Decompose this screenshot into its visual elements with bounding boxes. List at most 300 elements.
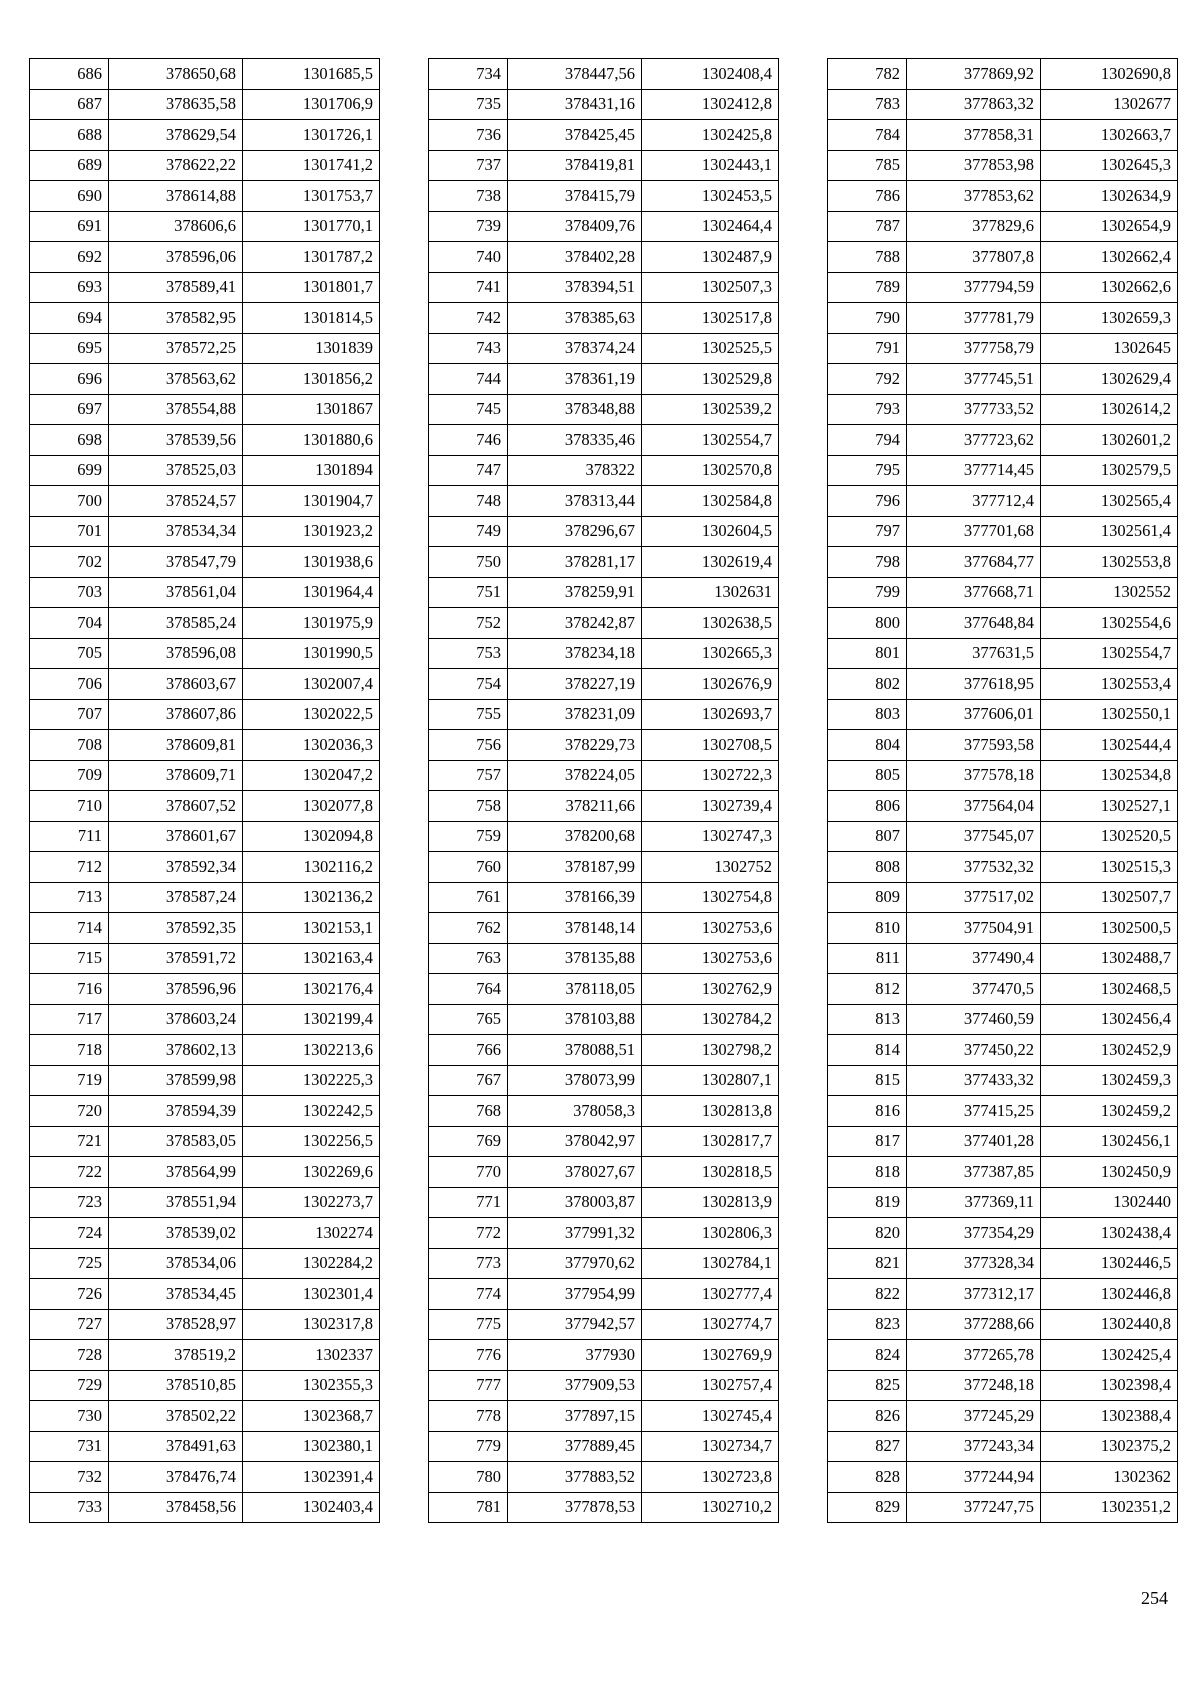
- table-row: [429, 852, 779, 883]
- y-coordinate-cell: 1301726,1: [243, 120, 380, 151]
- x-coordinate-cell: 377470,5: [907, 974, 1041, 1005]
- y-coordinate-cell: 1302507,3: [642, 272, 779, 303]
- y-coordinate-cell: 1302036,3: [243, 730, 380, 761]
- table-row: [429, 913, 779, 944]
- point-number-cell: 785: [828, 150, 907, 181]
- x-coordinate-cell: 378609,81: [109, 730, 243, 761]
- point-number-cell: 812: [828, 974, 907, 1005]
- x-coordinate-cell: 378602,13: [109, 1035, 243, 1066]
- point-number-cell: 821: [828, 1248, 907, 1279]
- x-coordinate-cell: 378227,19: [508, 669, 642, 700]
- table-row: [30, 1431, 380, 1462]
- table-row: [429, 1431, 779, 1462]
- y-coordinate-cell: 1302456,1: [1041, 1126, 1178, 1157]
- x-coordinate-cell: 378281,17: [508, 547, 642, 578]
- x-coordinate-cell: 378606,6: [109, 211, 243, 242]
- table-row: [30, 547, 380, 578]
- table-row: [429, 943, 779, 974]
- table-row: [429, 974, 779, 1005]
- x-coordinate-cell: 377909,53: [508, 1370, 642, 1401]
- point-number-cell: 709: [30, 760, 109, 791]
- x-coordinate-cell: 378551,94: [109, 1187, 243, 1218]
- y-coordinate-cell: 1301787,2: [243, 242, 380, 273]
- table-row: [30, 1309, 380, 1340]
- point-number-cell: 724: [30, 1218, 109, 1249]
- x-coordinate-cell: 377701,68: [907, 516, 1041, 547]
- y-coordinate-cell: 1302273,7: [243, 1187, 380, 1218]
- y-coordinate-cell: 1302425,4: [1041, 1340, 1178, 1371]
- table-row: [828, 394, 1178, 425]
- table-row: [828, 882, 1178, 913]
- table-row: [429, 730, 779, 761]
- y-coordinate-cell: 1302554,6: [1041, 608, 1178, 639]
- y-coordinate-cell: 1302520,5: [1041, 821, 1178, 852]
- table-row: [828, 1157, 1178, 1188]
- point-number-cell: 772: [429, 1218, 508, 1249]
- x-coordinate-cell: 378629,54: [109, 120, 243, 151]
- x-coordinate-cell: 378058,3: [508, 1096, 642, 1127]
- x-coordinate-cell: 378135,88: [508, 943, 642, 974]
- y-coordinate-cell: 1301923,2: [243, 516, 380, 547]
- table-row: [30, 516, 380, 547]
- y-coordinate-cell: 1302757,4: [642, 1370, 779, 1401]
- table-row: [30, 821, 380, 852]
- x-coordinate-cell: 378609,71: [109, 760, 243, 791]
- y-coordinate-cell: 1302116,2: [243, 852, 380, 883]
- table-row: [429, 364, 779, 395]
- x-coordinate-cell: 377517,02: [907, 882, 1041, 913]
- table-row: [828, 1279, 1178, 1310]
- table-row: [429, 699, 779, 730]
- point-number-cell: 752: [429, 608, 508, 639]
- y-coordinate-cell: 1302459,3: [1041, 1065, 1178, 1096]
- point-number-cell: 759: [429, 821, 508, 852]
- y-coordinate-cell: 1301839: [243, 333, 380, 364]
- point-number-cell: 796: [828, 486, 907, 517]
- y-coordinate-cell: 1302163,4: [243, 943, 380, 974]
- point-number-cell: 693: [30, 272, 109, 303]
- x-coordinate-cell: 377781,79: [907, 303, 1041, 334]
- point-number-cell: 825: [828, 1370, 907, 1401]
- point-number-cell: 707: [30, 699, 109, 730]
- table-row: [828, 1401, 1178, 1432]
- y-coordinate-cell: 1301880,6: [243, 425, 380, 456]
- x-coordinate-cell: 377247,75: [907, 1492, 1041, 1523]
- table-row: [30, 577, 380, 608]
- x-coordinate-cell: 377593,58: [907, 730, 1041, 761]
- y-coordinate-cell: 1302136,2: [243, 882, 380, 913]
- point-number-cell: 739: [429, 211, 508, 242]
- point-number-cell: 813: [828, 1004, 907, 1035]
- table-row: [429, 242, 779, 273]
- x-coordinate-cell: 377869,92: [907, 59, 1041, 90]
- x-coordinate-cell: 378603,24: [109, 1004, 243, 1035]
- x-coordinate-cell: 378313,44: [508, 486, 642, 517]
- point-number-cell: 788: [828, 242, 907, 273]
- y-coordinate-cell: 1302022,5: [243, 699, 380, 730]
- table-row: [429, 1035, 779, 1066]
- y-coordinate-cell: 1302734,7: [642, 1431, 779, 1462]
- x-coordinate-cell: 377878,53: [508, 1492, 642, 1523]
- x-coordinate-cell: 378547,79: [109, 547, 243, 578]
- x-coordinate-cell: 378525,03: [109, 455, 243, 486]
- table-row: [30, 59, 380, 90]
- y-coordinate-cell: 1302351,2: [1041, 1492, 1178, 1523]
- y-coordinate-cell: 1302629,4: [1041, 364, 1178, 395]
- y-coordinate-cell: 1302450,9: [1041, 1157, 1178, 1188]
- table-row: [30, 974, 380, 1005]
- point-number-cell: 790: [828, 303, 907, 334]
- y-coordinate-cell: 1302806,3: [642, 1218, 779, 1249]
- page-number: 254: [1141, 1588, 1168, 1608]
- y-coordinate-cell: 1302464,4: [642, 211, 779, 242]
- point-number-cell: 786: [828, 181, 907, 212]
- table-row: [828, 272, 1178, 303]
- y-coordinate-cell: 1302665,3: [642, 638, 779, 669]
- x-coordinate-cell: 377245,29: [907, 1401, 1041, 1432]
- point-number-cell: 801: [828, 638, 907, 669]
- x-coordinate-cell: 377265,78: [907, 1340, 1041, 1371]
- y-coordinate-cell: 1302362: [1041, 1462, 1178, 1493]
- y-coordinate-cell: 1301801,7: [243, 272, 380, 303]
- table-row: [30, 1370, 380, 1401]
- table-row: [30, 669, 380, 700]
- x-coordinate-cell: 378528,97: [109, 1309, 243, 1340]
- table-row: [30, 730, 380, 761]
- point-number-cell: 774: [429, 1279, 508, 1310]
- table-row: [30, 1462, 380, 1493]
- y-coordinate-cell: 1302554,7: [642, 425, 779, 456]
- table-row: [429, 821, 779, 852]
- x-coordinate-cell: 378231,09: [508, 699, 642, 730]
- y-coordinate-cell: 1302708,5: [642, 730, 779, 761]
- table-row: [828, 669, 1178, 700]
- point-number-cell: 704: [30, 608, 109, 639]
- x-coordinate-cell: 378027,67: [508, 1157, 642, 1188]
- y-coordinate-cell: 1302807,1: [642, 1065, 779, 1096]
- x-coordinate-cell: 377668,71: [907, 577, 1041, 608]
- y-coordinate-cell: 1302242,5: [243, 1096, 380, 1127]
- x-coordinate-cell: 378476,74: [109, 1462, 243, 1493]
- point-number-cell: 748: [429, 486, 508, 517]
- table-row: [429, 272, 779, 303]
- table-row: [429, 1126, 779, 1157]
- point-number-cell: 819: [828, 1187, 907, 1218]
- point-number-cell: 715: [30, 943, 109, 974]
- table-row: [828, 1065, 1178, 1096]
- y-coordinate-cell: 1302355,3: [243, 1370, 380, 1401]
- x-coordinate-cell: 377288,66: [907, 1309, 1041, 1340]
- point-number-cell: 697: [30, 394, 109, 425]
- table-row: [828, 1035, 1178, 1066]
- point-number-cell: 745: [429, 394, 508, 425]
- y-coordinate-cell: 1302784,1: [642, 1248, 779, 1279]
- y-coordinate-cell: 1302745,4: [642, 1401, 779, 1432]
- point-number-cell: 717: [30, 1004, 109, 1035]
- point-number-cell: 762: [429, 913, 508, 944]
- point-number-cell: 775: [429, 1309, 508, 1340]
- point-number-cell: 702: [30, 547, 109, 578]
- y-coordinate-cell: 1302659,3: [1041, 303, 1178, 334]
- y-coordinate-cell: 1302550,1: [1041, 699, 1178, 730]
- x-coordinate-cell: 377606,01: [907, 699, 1041, 730]
- x-coordinate-cell: 377954,99: [508, 1279, 642, 1310]
- table-row: [429, 1370, 779, 1401]
- table-row: [429, 638, 779, 669]
- x-coordinate-cell: 377354,29: [907, 1218, 1041, 1249]
- x-coordinate-cell: 378234,18: [508, 638, 642, 669]
- point-number-cell: 816: [828, 1096, 907, 1127]
- y-coordinate-cell: 1302153,1: [243, 913, 380, 944]
- x-coordinate-cell: 377714,45: [907, 455, 1041, 486]
- table-row: [828, 1126, 1178, 1157]
- table-row: [429, 59, 779, 90]
- point-number-cell: 767: [429, 1065, 508, 1096]
- y-coordinate-cell: 1302747,3: [642, 821, 779, 852]
- x-coordinate-cell: 377863,32: [907, 89, 1041, 120]
- table-row: [828, 516, 1178, 547]
- point-number-cell: 691: [30, 211, 109, 242]
- y-coordinate-cell: 1302487,9: [642, 242, 779, 273]
- point-number-cell: 782: [828, 59, 907, 90]
- point-number-cell: 701: [30, 516, 109, 547]
- x-coordinate-cell: 378385,63: [508, 303, 642, 334]
- table-row: [30, 303, 380, 334]
- point-number-cell: 824: [828, 1340, 907, 1371]
- x-coordinate-cell: 378591,72: [109, 943, 243, 974]
- y-coordinate-cell: 1302561,4: [1041, 516, 1178, 547]
- y-coordinate-cell: 1302662,4: [1041, 242, 1178, 273]
- table-row: [30, 181, 380, 212]
- table-row: [429, 120, 779, 151]
- y-coordinate-cell: 1302579,5: [1041, 455, 1178, 486]
- table-row: [429, 486, 779, 517]
- y-coordinate-cell: 1301770,1: [243, 211, 380, 242]
- x-coordinate-cell: 377545,07: [907, 821, 1041, 852]
- x-coordinate-cell: 378200,68: [508, 821, 642, 852]
- point-number-cell: 733: [30, 1492, 109, 1523]
- point-number-cell: 765: [429, 1004, 508, 1035]
- y-coordinate-cell: 1302553,4: [1041, 669, 1178, 700]
- point-number-cell: 736: [429, 120, 508, 151]
- table-row: [828, 211, 1178, 242]
- point-number-cell: 710: [30, 791, 109, 822]
- y-coordinate-cell: 1302634,9: [1041, 181, 1178, 212]
- y-coordinate-cell: 1302391,4: [243, 1462, 380, 1493]
- x-coordinate-cell: 378502,22: [109, 1401, 243, 1432]
- coordinates-table-left: [29, 58, 380, 1523]
- point-number-cell: 808: [828, 852, 907, 883]
- table-row: [429, 669, 779, 700]
- point-number-cell: 746: [429, 425, 508, 456]
- y-coordinate-cell: 1301753,7: [243, 181, 380, 212]
- y-coordinate-cell: 1302552: [1041, 577, 1178, 608]
- point-number-cell: 797: [828, 516, 907, 547]
- y-coordinate-cell: 1302601,2: [1041, 425, 1178, 456]
- x-coordinate-cell: 378419,81: [508, 150, 642, 181]
- y-coordinate-cell: 1302663,7: [1041, 120, 1178, 151]
- point-number-cell: 700: [30, 486, 109, 517]
- point-number-cell: 828: [828, 1462, 907, 1493]
- table-row: [828, 1004, 1178, 1035]
- point-number-cell: 743: [429, 333, 508, 364]
- y-coordinate-cell: 1302284,2: [243, 1248, 380, 1279]
- y-coordinate-cell: 1302269,6: [243, 1157, 380, 1188]
- table-row: [30, 1035, 380, 1066]
- table-row: [30, 1401, 380, 1432]
- table-row: [30, 1004, 380, 1035]
- y-coordinate-cell: 1302739,4: [642, 791, 779, 822]
- point-number-cell: 725: [30, 1248, 109, 1279]
- table-row: [828, 1096, 1178, 1127]
- y-coordinate-cell: 1302213,6: [243, 1035, 380, 1066]
- table-row: [828, 547, 1178, 578]
- x-coordinate-cell: 377450,22: [907, 1035, 1041, 1066]
- x-coordinate-cell: 377504,91: [907, 913, 1041, 944]
- point-number-cell: 694: [30, 303, 109, 334]
- table-row: [828, 1492, 1178, 1523]
- x-coordinate-cell: 378409,76: [508, 211, 642, 242]
- y-coordinate-cell: 1302539,2: [642, 394, 779, 425]
- table-row: [30, 638, 380, 669]
- y-coordinate-cell: 1302468,5: [1041, 974, 1178, 1005]
- table-row: [30, 394, 380, 425]
- y-coordinate-cell: 1302517,8: [642, 303, 779, 334]
- x-coordinate-cell: 377858,31: [907, 120, 1041, 151]
- table-row: [828, 730, 1178, 761]
- x-coordinate-cell: 378259,91: [508, 577, 642, 608]
- y-coordinate-cell: 1302199,4: [243, 1004, 380, 1035]
- table-row: [429, 882, 779, 913]
- table-row: [828, 364, 1178, 395]
- x-coordinate-cell: 378607,52: [109, 791, 243, 822]
- y-coordinate-cell: 1302459,2: [1041, 1096, 1178, 1127]
- y-coordinate-cell: 1302446,8: [1041, 1279, 1178, 1310]
- x-coordinate-cell: 378187,99: [508, 852, 642, 883]
- x-coordinate-cell: 378335,46: [508, 425, 642, 456]
- point-number-cell: 763: [429, 943, 508, 974]
- point-number-cell: 690: [30, 181, 109, 212]
- x-coordinate-cell: 377883,52: [508, 1462, 642, 1493]
- y-coordinate-cell: 1302425,8: [642, 120, 779, 151]
- point-number-cell: 818: [828, 1157, 907, 1188]
- point-number-cell: 755: [429, 699, 508, 730]
- point-number-cell: 705: [30, 638, 109, 669]
- table-row: [828, 1431, 1178, 1462]
- x-coordinate-cell: 377387,85: [907, 1157, 1041, 1188]
- y-coordinate-cell: 1302317,8: [243, 1309, 380, 1340]
- coordinates-table-right: [827, 58, 1178, 1523]
- y-coordinate-cell: 1302440: [1041, 1187, 1178, 1218]
- point-number-cell: 827: [828, 1431, 907, 1462]
- point-number-cell: 823: [828, 1309, 907, 1340]
- x-coordinate-cell: 378599,98: [109, 1065, 243, 1096]
- point-number-cell: 804: [828, 730, 907, 761]
- point-number-cell: 687: [30, 89, 109, 120]
- table-row: [429, 455, 779, 486]
- point-number-cell: 703: [30, 577, 109, 608]
- table-row: [828, 577, 1178, 608]
- point-number-cell: 711: [30, 821, 109, 852]
- x-coordinate-cell: 377889,45: [508, 1431, 642, 1462]
- table-row: [429, 1157, 779, 1188]
- point-number-cell: 787: [828, 211, 907, 242]
- table-row: [828, 1248, 1178, 1279]
- point-number-cell: 699: [30, 455, 109, 486]
- point-number-cell: 720: [30, 1096, 109, 1127]
- x-coordinate-cell: 378539,56: [109, 425, 243, 456]
- point-number-cell: 815: [828, 1065, 907, 1096]
- x-coordinate-cell: 377433,32: [907, 1065, 1041, 1096]
- table-row: [429, 547, 779, 578]
- y-coordinate-cell: 1302225,3: [243, 1065, 380, 1096]
- table-row: [30, 211, 380, 242]
- point-number-cell: 822: [828, 1279, 907, 1310]
- x-coordinate-cell: 377328,34: [907, 1248, 1041, 1279]
- y-coordinate-cell: 1302722,3: [642, 760, 779, 791]
- x-coordinate-cell: 377807,8: [907, 242, 1041, 273]
- table-row: [828, 59, 1178, 90]
- table-row: [30, 1248, 380, 1279]
- table-row: [828, 150, 1178, 181]
- y-coordinate-cell: 1302654,9: [1041, 211, 1178, 242]
- y-coordinate-cell: 1302446,5: [1041, 1248, 1178, 1279]
- y-coordinate-cell: 1301904,7: [243, 486, 380, 517]
- point-number-cell: 688: [30, 120, 109, 151]
- x-coordinate-cell: 377564,04: [907, 791, 1041, 822]
- y-coordinate-cell: 1302769,9: [642, 1340, 779, 1371]
- y-coordinate-cell: 1302337: [243, 1340, 380, 1371]
- y-coordinate-cell: 1302301,4: [243, 1279, 380, 1310]
- y-coordinate-cell: 1302398,4: [1041, 1370, 1178, 1401]
- point-number-cell: 776: [429, 1340, 508, 1371]
- x-coordinate-cell: 378596,96: [109, 974, 243, 1005]
- point-number-cell: 778: [429, 1401, 508, 1432]
- table-row: [30, 913, 380, 944]
- table-row: [429, 791, 779, 822]
- x-coordinate-cell: 378296,67: [508, 516, 642, 547]
- table-row: [828, 120, 1178, 151]
- table-row: [429, 1401, 779, 1432]
- table-row: [30, 364, 380, 395]
- point-number-cell: 750: [429, 547, 508, 578]
- point-number-cell: 777: [429, 1370, 508, 1401]
- y-coordinate-cell: 1301856,2: [243, 364, 380, 395]
- point-number-cell: 769: [429, 1126, 508, 1157]
- y-coordinate-cell: 1302565,4: [1041, 486, 1178, 517]
- point-number-cell: 809: [828, 882, 907, 913]
- x-coordinate-cell: 378431,16: [508, 89, 642, 120]
- x-coordinate-cell: 378118,05: [508, 974, 642, 1005]
- table-row: [828, 1462, 1178, 1493]
- table-row: [30, 1187, 380, 1218]
- table-row: [429, 1218, 779, 1249]
- table-row: [429, 1248, 779, 1279]
- x-coordinate-cell: 377244,94: [907, 1462, 1041, 1493]
- point-number-cell: 806: [828, 791, 907, 822]
- x-coordinate-cell: 378510,85: [109, 1370, 243, 1401]
- y-coordinate-cell: 1302645,3: [1041, 150, 1178, 181]
- y-coordinate-cell: 1302443,1: [642, 150, 779, 181]
- table-row: [30, 1157, 380, 1188]
- table-row: [30, 1492, 380, 1523]
- y-coordinate-cell: 1302813,9: [642, 1187, 779, 1218]
- y-coordinate-cell: 1302256,5: [243, 1126, 380, 1157]
- table-row: [30, 699, 380, 730]
- x-coordinate-cell: 378458,56: [109, 1492, 243, 1523]
- x-coordinate-cell: 378229,73: [508, 730, 642, 761]
- point-number-cell: 764: [429, 974, 508, 1005]
